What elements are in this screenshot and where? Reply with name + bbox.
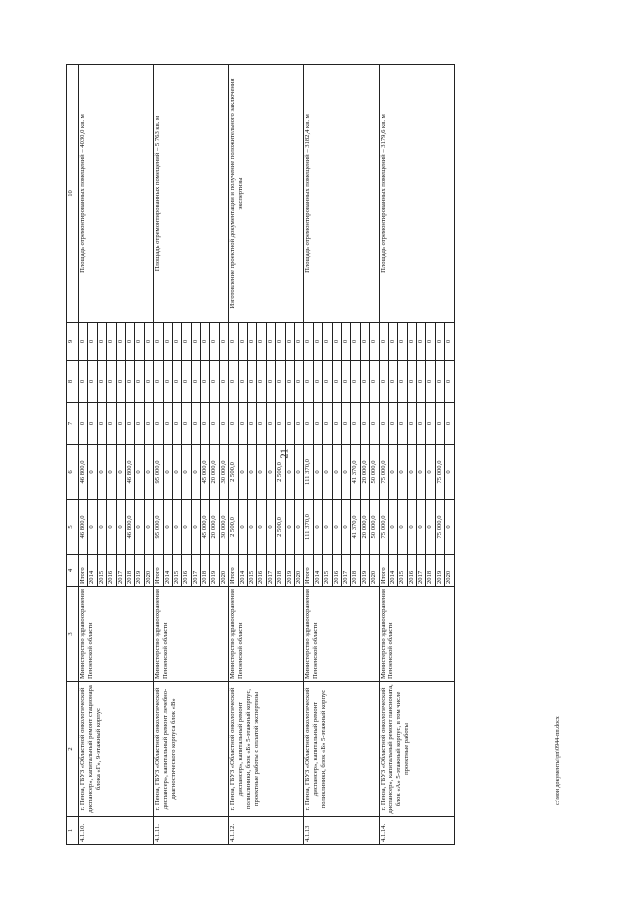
amount-cell: 0 (219, 323, 228, 361)
expected-result: Площадь отремонтированных помещений – 5 763 кв. м (154, 65, 229, 323)
amount-cell: 0 (238, 403, 247, 445)
amount-cell: 0 (88, 403, 97, 445)
year-cell: 2017 (191, 555, 200, 587)
amount-cell: 0 (88, 500, 97, 555)
amount-cell: 0 (88, 323, 97, 361)
amount-cell: 0 (426, 500, 435, 555)
table-row (229, 65, 238, 845)
amount-cell: 0 (294, 403, 303, 445)
amount-cell: 0 (116, 361, 125, 403)
amount-cell: 0 (285, 500, 294, 555)
amount-cell: 0 (238, 445, 247, 500)
amount-cell: 0 (341, 500, 350, 555)
amount-cell: 0 (398, 361, 407, 403)
amount-cell: 0 (257, 500, 266, 555)
amount-cell: 0 (398, 500, 407, 555)
amount-cell: 75 000,0 (379, 500, 388, 555)
amount-cell: 0 (172, 403, 181, 445)
column-header: 2 (67, 682, 79, 817)
amount-cell: 0 (398, 403, 407, 445)
amount-cell: 0 (248, 445, 257, 500)
amount-cell: 0 (417, 445, 426, 500)
year-cell: 2019 (210, 555, 219, 587)
measure-name: г. Пенза, ГБУЗ «Областной онкологический диспансер», капитальный ремонт лечебно-диагностического корпуса блок «В» (154, 682, 229, 817)
amount-cell: 0 (79, 323, 88, 361)
year-cell: Итого (304, 555, 313, 587)
amount-cell: 0 (210, 323, 219, 361)
amount-cell: 41 370,0 (351, 500, 360, 555)
measure-code: 4.1.12. (229, 817, 304, 845)
amount-cell: 0 (313, 323, 322, 361)
amount-cell: 0 (417, 361, 426, 403)
year-cell: 2017 (266, 555, 275, 587)
table-row (379, 65, 388, 845)
amount-cell: 0 (229, 403, 238, 445)
amount-cell: 0 (351, 361, 360, 403)
amount-cell: 2 500,0 (276, 500, 285, 555)
amount-cell: 46 800,0 (125, 445, 134, 500)
amount-cell: 0 (266, 361, 275, 403)
column-header: 5 (67, 500, 79, 555)
year-cell: 2014 (388, 555, 397, 587)
year-cell: 2020 (294, 555, 303, 587)
responsible-executor: Министерство здравоохранения Пензенской области (304, 587, 379, 682)
amount-cell: 0 (407, 500, 416, 555)
amount-cell: 0 (248, 500, 257, 555)
responsible-executor: Министерство здравоохранения Пензенской области (79, 587, 154, 682)
amount-cell: 0 (426, 323, 435, 361)
year-cell: 2014 (313, 555, 322, 587)
column-header: 9 (67, 323, 79, 361)
year-cell: 2017 (116, 555, 125, 587)
amount-cell: 0 (238, 500, 247, 555)
amount-cell: 20 000,0 (360, 500, 369, 555)
page-number: 21 (279, 448, 291, 459)
amount-cell: 0 (276, 323, 285, 361)
expected-result: Площадь отремонтированных помещений – 4030,0 кв. м (79, 65, 154, 323)
amount-cell: 0 (341, 361, 350, 403)
amount-cell: 75 000,0 (435, 500, 444, 555)
amount-cell: 0 (97, 500, 106, 555)
year-cell: Итого (79, 555, 88, 587)
amount-cell: 0 (323, 361, 332, 403)
amount-cell: 0 (248, 361, 257, 403)
amount-cell: 30 000,0 (219, 445, 228, 500)
amount-cell: 0 (229, 323, 238, 361)
amount-cell: 0 (154, 323, 163, 361)
amount-cell: 0 (97, 403, 106, 445)
amount-cell: 95 000,0 (154, 500, 163, 555)
amount-cell: 0 (210, 361, 219, 403)
year-cell: 2018 (125, 555, 134, 587)
measure-code: 4.1.13 (304, 817, 379, 845)
amount-cell: 50 000,0 (370, 445, 379, 500)
measure-name: г. Пенза, ГБУЗ «Областной онкологический диспансер», капитальный ремонт пансионата, блок «А» 5-этажный корпус, в том числе проектные работы (379, 682, 454, 817)
amount-cell: 0 (360, 403, 369, 445)
amount-cell: 0 (163, 500, 172, 555)
amount-cell: 0 (323, 500, 332, 555)
table-row (79, 65, 88, 845)
amount-cell: 0 (125, 361, 134, 403)
amount-cell: 0 (182, 361, 191, 403)
program-table (66, 64, 455, 845)
table-body (79, 65, 455, 845)
year-cell: 2018 (276, 555, 285, 587)
amount-cell: 0 (135, 323, 144, 361)
column-header: 3 (67, 587, 79, 682)
amount-cell: 41 370,0 (351, 445, 360, 500)
amount-cell: 0 (276, 361, 285, 403)
amount-cell: 75 000,0 (435, 445, 444, 500)
year-cell: 2016 (257, 555, 266, 587)
year-cell: 2017 (341, 555, 350, 587)
file-path-footer: c:\мои документы\рп\0944-пп.docx (555, 716, 561, 805)
amount-cell: 0 (201, 361, 210, 403)
amount-cell: 0 (182, 445, 191, 500)
amount-cell: 0 (304, 323, 313, 361)
amount-cell: 0 (191, 361, 200, 403)
amount-cell: 0 (79, 361, 88, 403)
amount-cell: 0 (238, 361, 247, 403)
amount-cell: 0 (238, 323, 247, 361)
amount-cell: 0 (323, 445, 332, 500)
amount-cell: 0 (210, 403, 219, 445)
amount-cell: 0 (370, 361, 379, 403)
amount-cell: 0 (182, 403, 191, 445)
amount-cell: 0 (323, 403, 332, 445)
table-row (304, 65, 313, 845)
amount-cell: 20 000,0 (210, 500, 219, 555)
amount-cell: 2 500,0 (229, 500, 238, 555)
amount-cell: 0 (351, 323, 360, 361)
amount-cell: 0 (172, 500, 181, 555)
amount-cell: 0 (332, 500, 341, 555)
year-cell: 2016 (407, 555, 416, 587)
amount-cell: 0 (388, 500, 397, 555)
amount-cell: 0 (107, 323, 116, 361)
amount-cell: 0 (417, 403, 426, 445)
amount-cell: 0 (266, 445, 275, 500)
measure-name: г. Пенза, ГБУЗ «Областной онкологический диспансер», капитальный ремонт поликлиники, блок «Б» 5-этажный корпус, проектные работы с оплатой экспертизы (229, 682, 304, 817)
amount-cell: 0 (97, 323, 106, 361)
responsible-executor: Министерство здравоохранения Пензенской области (154, 587, 229, 682)
amount-cell: 0 (266, 323, 275, 361)
amount-cell: 0 (294, 323, 303, 361)
amount-cell: 0 (445, 361, 454, 403)
amount-cell: 0 (125, 403, 134, 445)
amount-cell: 0 (201, 323, 210, 361)
amount-cell: 0 (182, 500, 191, 555)
amount-cell: 0 (388, 323, 397, 361)
responsible-executor: Министерство здравоохранения Пензенской области (379, 587, 454, 682)
amount-cell: 0 (445, 500, 454, 555)
amount-cell: 0 (313, 361, 322, 403)
amount-cell: 0 (379, 323, 388, 361)
amount-cell: 0 (257, 403, 266, 445)
amount-cell: 0 (313, 445, 322, 500)
amount-cell: 0 (107, 445, 116, 500)
amount-cell: 0 (172, 445, 181, 500)
column-header: 8 (67, 361, 79, 403)
amount-cell: 0 (407, 403, 416, 445)
amount-cell: 0 (341, 323, 350, 361)
table-row (154, 65, 163, 845)
amount-cell: 0 (172, 323, 181, 361)
amount-cell: 0 (426, 361, 435, 403)
amount-cell: 0 (379, 403, 388, 445)
column-header: 6 (67, 445, 79, 500)
year-cell: 2014 (238, 555, 247, 587)
amount-cell: 0 (407, 445, 416, 500)
amount-cell: 0 (116, 500, 125, 555)
year-cell: 2015 (248, 555, 257, 587)
amount-cell: 0 (191, 500, 200, 555)
year-cell: 2015 (97, 555, 106, 587)
amount-cell: 0 (116, 403, 125, 445)
amount-cell: 0 (135, 500, 144, 555)
expected-result: Площадь отремонтированных помещений – 3179,6 кв. м (379, 65, 454, 323)
year-cell: Итого (154, 555, 163, 587)
measure-code: 4.1.14. (379, 817, 454, 845)
year-cell: 2015 (323, 555, 332, 587)
amount-cell: 46 800,0 (79, 445, 88, 500)
amount-cell: 0 (144, 323, 153, 361)
amount-cell: 0 (135, 403, 144, 445)
amount-cell: 0 (97, 361, 106, 403)
amount-cell: 0 (191, 403, 200, 445)
amount-cell: 0 (407, 323, 416, 361)
amount-cell: 0 (144, 445, 153, 500)
amount-cell: 0 (370, 403, 379, 445)
amount-cell: 2 500,0 (229, 445, 238, 500)
amount-cell: 0 (285, 445, 294, 500)
rotated-page-content (66, 65, 597, 845)
amount-cell: 0 (426, 403, 435, 445)
amount-cell: 0 (191, 323, 200, 361)
amount-cell: 0 (116, 323, 125, 361)
amount-cell: 0 (426, 445, 435, 500)
amount-cell: 20 000,0 (360, 445, 369, 500)
year-cell: 2016 (107, 555, 116, 587)
amount-cell: 0 (257, 445, 266, 500)
amount-cell: 0 (294, 361, 303, 403)
amount-cell: 0 (154, 361, 163, 403)
amount-cell: 0 (388, 403, 397, 445)
amount-cell: 0 (97, 445, 106, 500)
year-cell: 2019 (435, 555, 444, 587)
expected-result: Площадь отремонтированных помещений – 3182,4 кв. м (304, 65, 379, 323)
amount-cell: 0 (398, 445, 407, 500)
column-header: 1 (67, 817, 79, 845)
amount-cell: 46 800,0 (79, 500, 88, 555)
amount-cell: 0 (182, 323, 191, 361)
amount-cell: 0 (257, 323, 266, 361)
year-cell: 2015 (172, 555, 181, 587)
amount-cell: 0 (332, 323, 341, 361)
amount-cell: 0 (285, 403, 294, 445)
year-cell: 2019 (135, 555, 144, 587)
year-cell: 2019 (360, 555, 369, 587)
amount-cell: 0 (144, 403, 153, 445)
amount-cell: 0 (407, 361, 416, 403)
year-cell: 2014 (88, 555, 97, 587)
amount-cell: 0 (266, 500, 275, 555)
amount-cell: 0 (144, 500, 153, 555)
amount-cell: 0 (276, 403, 285, 445)
measure-code: 4.1.10. (79, 817, 154, 845)
amount-cell: 0 (360, 361, 369, 403)
year-cell: Итого (379, 555, 388, 587)
year-cell: 2020 (445, 555, 454, 587)
year-cell: 2015 (398, 555, 407, 587)
amount-cell: 0 (107, 500, 116, 555)
amount-cell: 0 (219, 361, 228, 403)
year-cell: 2017 (417, 555, 426, 587)
amount-cell: 0 (154, 403, 163, 445)
amount-cell: 0 (191, 445, 200, 500)
amount-cell: 95 000,0 (154, 445, 163, 500)
column-header: 10 (67, 65, 79, 323)
amount-cell: 45 000,0 (201, 500, 210, 555)
year-cell: 2020 (219, 555, 228, 587)
amount-cell: 0 (398, 323, 407, 361)
amount-cell: 111 370,0 (304, 500, 313, 555)
amount-cell: 0 (219, 403, 228, 445)
amount-cell: 0 (294, 445, 303, 500)
year-cell: Итого (229, 555, 238, 587)
amount-cell: 0 (388, 445, 397, 500)
measure-name: г. Пенза, ГБУЗ «Областной онкологический диспансер», капитальный ремонт стационара блока «Г», 9-этажный корпус (79, 682, 154, 817)
amount-cell: 20 000,0 (210, 445, 219, 500)
amount-cell: 0 (388, 361, 397, 403)
amount-cell: 0 (248, 403, 257, 445)
amount-cell: 0 (332, 403, 341, 445)
amount-cell: 0 (285, 361, 294, 403)
amount-cell: 0 (445, 403, 454, 445)
amount-cell: 0 (163, 323, 172, 361)
amount-cell: 0 (107, 403, 116, 445)
amount-cell: 0 (313, 403, 322, 445)
amount-cell: 0 (88, 445, 97, 500)
amount-cell: 0 (285, 323, 294, 361)
amount-cell: 0 (351, 403, 360, 445)
amount-cell: 0 (313, 500, 322, 555)
amount-cell: 0 (257, 361, 266, 403)
responsible-executor: Министерство здравоохранения Пензенской области (229, 587, 304, 682)
column-header: 4 (67, 555, 79, 587)
amount-cell: 0 (360, 323, 369, 361)
amount-cell: 0 (332, 445, 341, 500)
expected-result: Изготовление проектной документации и получение положительного заключения экспертизы (229, 65, 304, 323)
amount-cell: 50 000,0 (370, 500, 379, 555)
year-cell: 2016 (182, 555, 191, 587)
year-cell: 2016 (332, 555, 341, 587)
amount-cell: 0 (370, 323, 379, 361)
year-cell: 2018 (351, 555, 360, 587)
amount-cell: 0 (144, 361, 153, 403)
amount-cell: 46 800,0 (125, 500, 134, 555)
year-cell: 2020 (370, 555, 379, 587)
measure-name: г. Пенза, ГБУЗ «Областной онкологический диспансер», капитальный ремонт поликлиники, блок «Б» 5-этажный корпус (304, 682, 379, 817)
amount-cell: 0 (332, 361, 341, 403)
amount-cell: 0 (445, 323, 454, 361)
amount-cell: 0 (294, 500, 303, 555)
year-cell: 2019 (285, 555, 294, 587)
amount-cell: 0 (304, 361, 313, 403)
year-cell: 2018 (201, 555, 210, 587)
amount-cell: 75 000,0 (379, 445, 388, 500)
amount-cell: 0 (341, 403, 350, 445)
amount-cell: 0 (248, 323, 257, 361)
amount-cell: 0 (88, 361, 97, 403)
amount-cell: 0 (229, 361, 238, 403)
measure-code: 4.1.11. (154, 817, 229, 845)
amount-cell: 0 (417, 323, 426, 361)
amount-cell: 111 370,0 (304, 445, 313, 500)
amount-cell: 0 (163, 445, 172, 500)
amount-cell: 0 (323, 323, 332, 361)
amount-cell: 30 000,0 (219, 500, 228, 555)
amount-cell: 0 (135, 361, 144, 403)
amount-cell: 0 (435, 361, 444, 403)
amount-cell: 0 (116, 445, 125, 500)
year-cell: 2014 (163, 555, 172, 587)
amount-cell: 0 (125, 323, 134, 361)
amount-cell: 2 500,0 (276, 445, 285, 500)
amount-cell: 0 (107, 361, 116, 403)
amount-cell: 0 (172, 361, 181, 403)
amount-cell: 0 (379, 361, 388, 403)
amount-cell: 0 (79, 403, 88, 445)
amount-cell: 0 (435, 323, 444, 361)
amount-cell: 0 (445, 445, 454, 500)
amount-cell: 0 (435, 403, 444, 445)
amount-cell: 0 (201, 403, 210, 445)
amount-cell: 0 (417, 500, 426, 555)
amount-cell: 45 000,0 (201, 445, 210, 500)
column-header: 7 (67, 403, 79, 445)
year-cell: 2020 (144, 555, 153, 587)
year-cell: 2018 (426, 555, 435, 587)
column-number-row (67, 65, 79, 845)
amount-cell: 0 (304, 403, 313, 445)
amount-cell: 0 (163, 403, 172, 445)
amount-cell: 0 (135, 445, 144, 500)
amount-cell: 0 (163, 361, 172, 403)
amount-cell: 0 (341, 445, 350, 500)
amount-cell: 0 (266, 403, 275, 445)
